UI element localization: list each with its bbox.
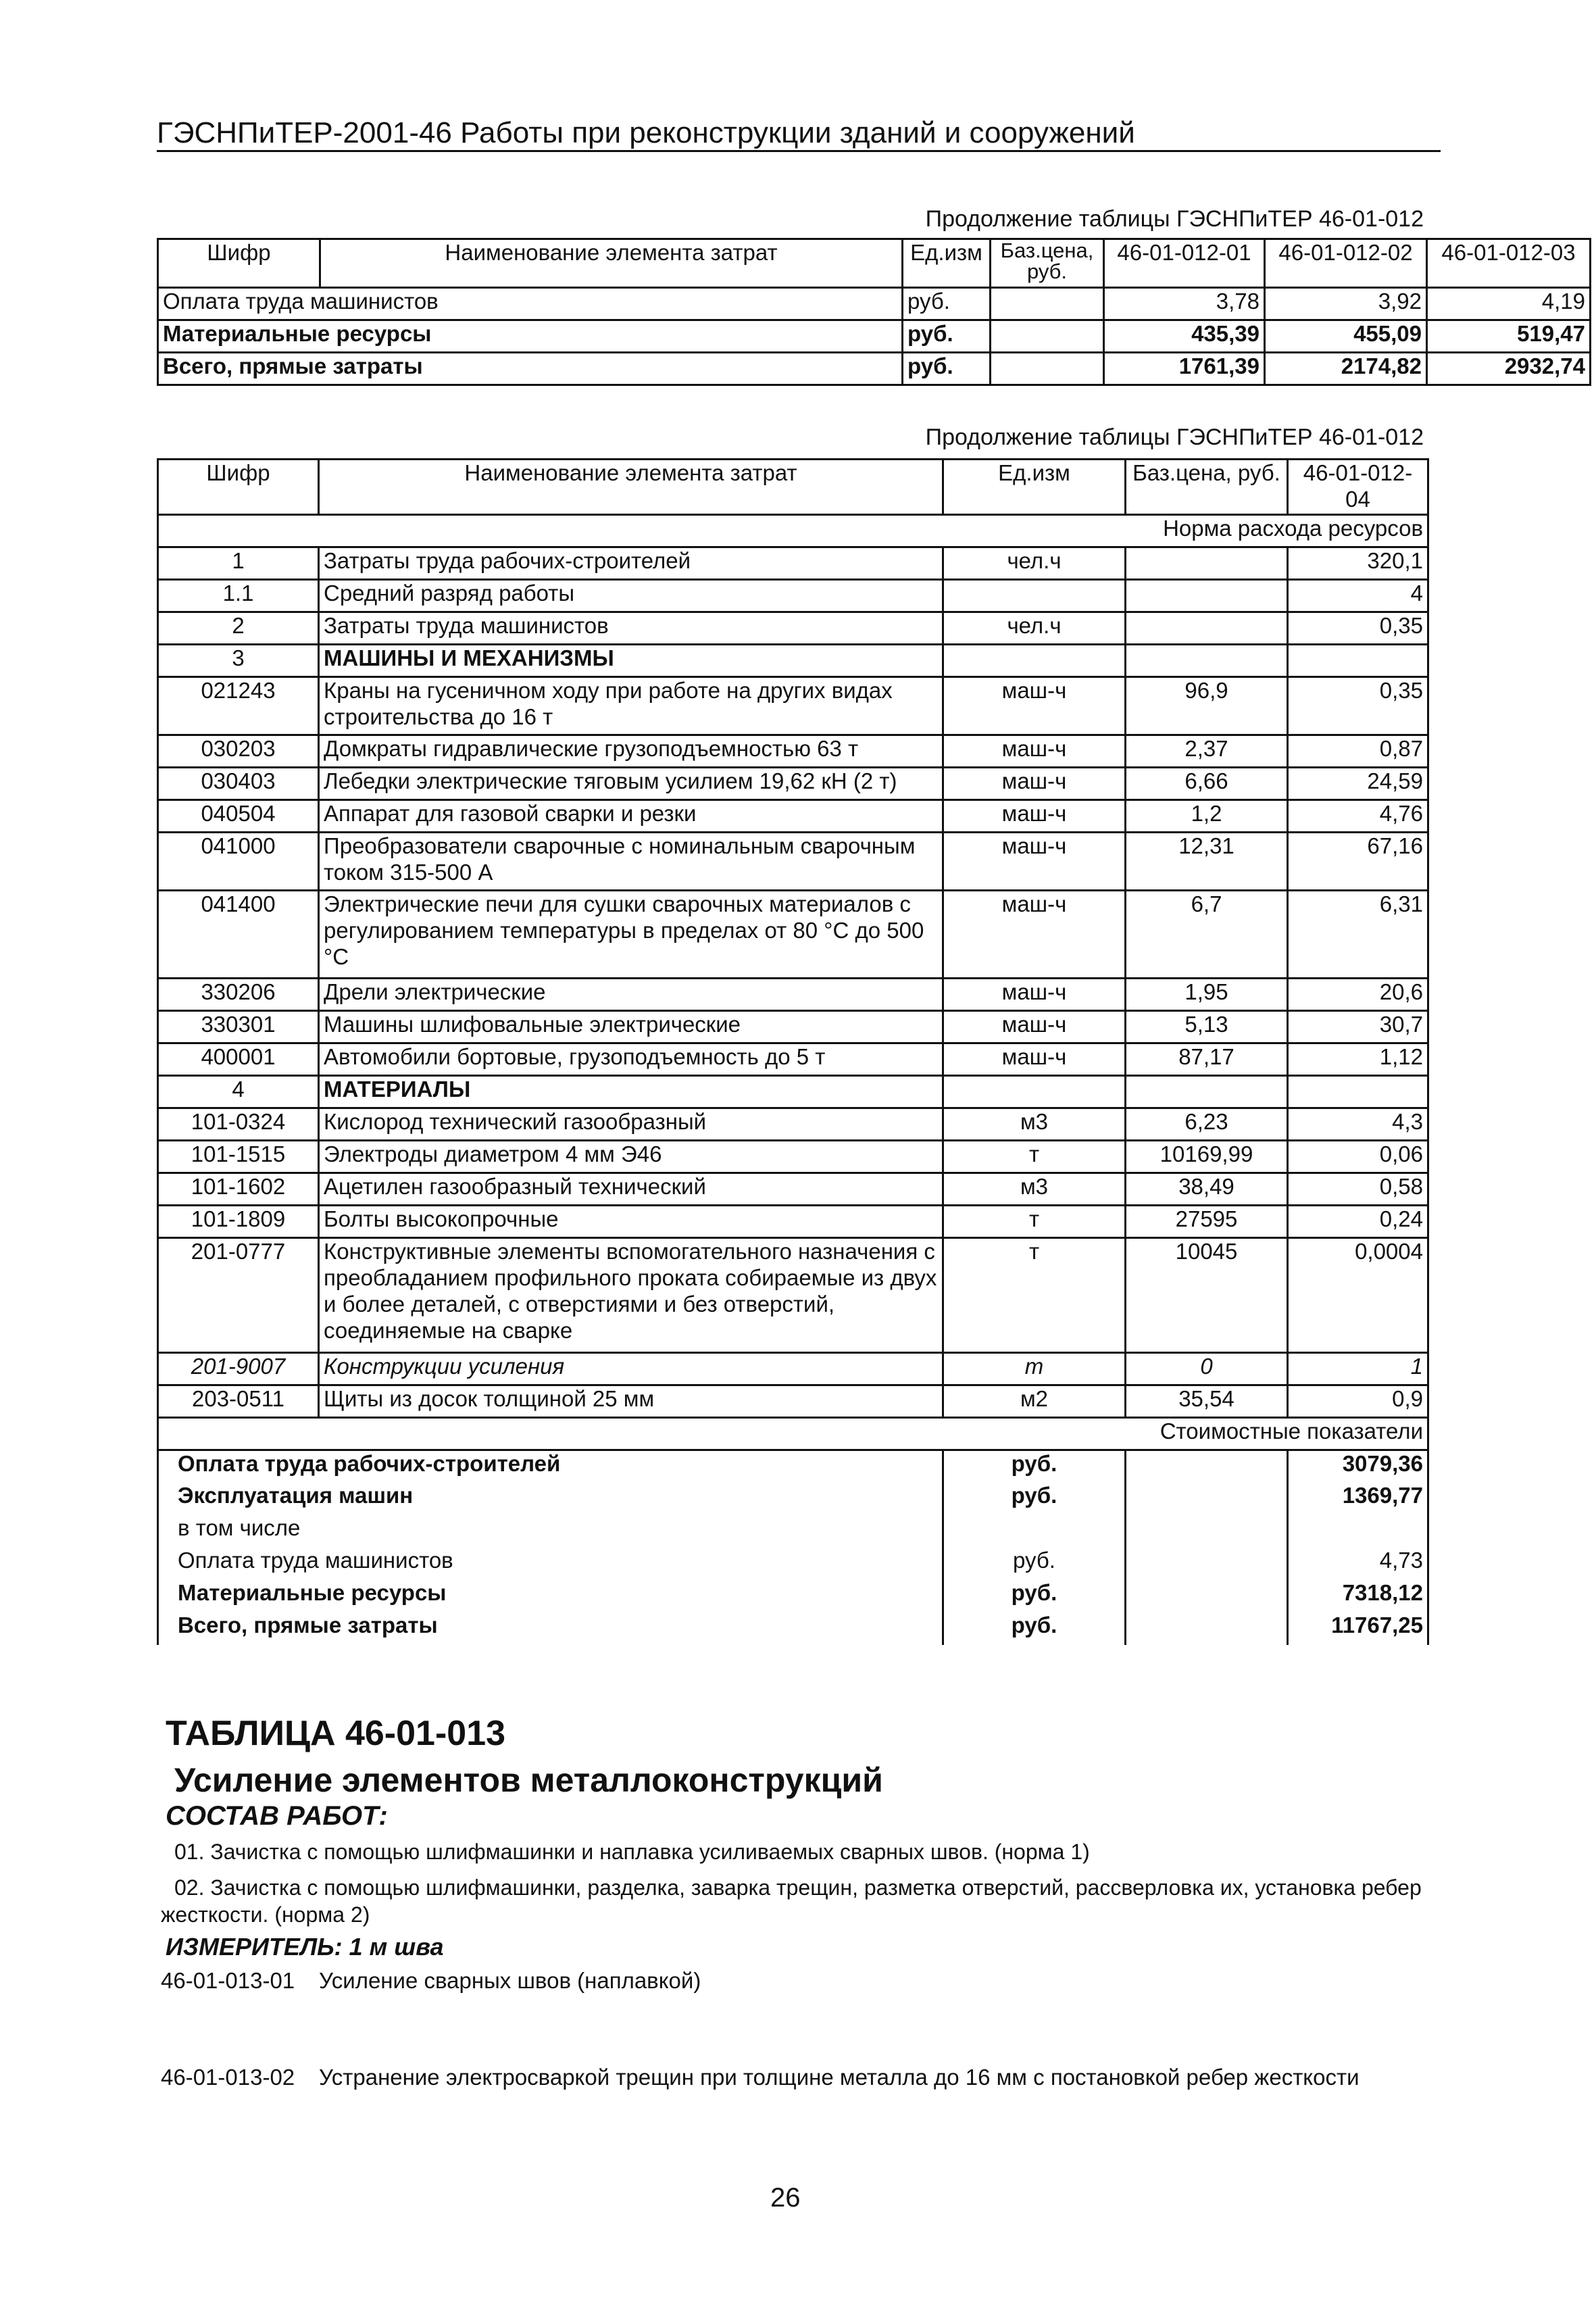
item-code: 46-01-013-01 bbox=[161, 1968, 295, 1993]
row-value: 20,6 bbox=[1288, 979, 1428, 1011]
table-row bbox=[158, 1173, 1428, 1206]
table-row bbox=[158, 735, 1428, 768]
row-value: 0,35 bbox=[1288, 677, 1428, 735]
row-code: 030403 bbox=[158, 768, 319, 800]
work-item-2: 02. Зачистка с помощью шлифмашинки, разделка, заварка трещин, разметка отверстий, рассверловка их, установка ребер bbox=[174, 1875, 1422, 1900]
table-row bbox=[158, 1206, 1428, 1238]
row-price: 5,13 bbox=[1126, 1011, 1288, 1043]
row-value: 0,0004 bbox=[1288, 1238, 1428, 1353]
table-row bbox=[158, 1141, 1428, 1173]
row-price: 1,95 bbox=[1126, 979, 1288, 1011]
work-item-1: 01. Зачистка с помощью шлифмашинки и наплавка усиливаемых сварных швов. (норма 1) bbox=[174, 1840, 1090, 1864]
row-name: Затраты труда машинистов bbox=[319, 612, 943, 645]
cost-empty bbox=[1126, 1613, 1288, 1645]
cost-row bbox=[158, 1613, 1428, 1645]
table-row bbox=[158, 768, 1428, 800]
row-value: 0,24 bbox=[1288, 1206, 1428, 1238]
cost-empty bbox=[1126, 1483, 1288, 1515]
norm-row bbox=[158, 515, 1428, 547]
cost-name: Всего, прямые затраты bbox=[158, 1613, 943, 1645]
table-row bbox=[158, 1108, 1428, 1141]
header-col2: 46-01-012-02 bbox=[1265, 239, 1427, 288]
cost-label-row bbox=[158, 1418, 1428, 1450]
row-code: 101-1809 bbox=[158, 1206, 319, 1238]
row-unit: м2 bbox=[943, 1385, 1126, 1418]
row-name: Краны на гусеничном ходу при работе на других видах строительства до 16 т bbox=[319, 677, 943, 735]
page-number: 26 bbox=[770, 2183, 801, 2213]
cost-row bbox=[158, 1548, 1428, 1580]
row-v1: 1761,39 bbox=[1104, 353, 1265, 385]
row-code: 1.1 bbox=[158, 580, 319, 612]
row-v3: 4,19 bbox=[1427, 288, 1591, 320]
row-name: Электроды диаметром 4 мм Э46 bbox=[319, 1141, 943, 1173]
row-code: 330206 bbox=[158, 979, 319, 1011]
cost-empty bbox=[1126, 1580, 1288, 1613]
row-price: 6,7 bbox=[1126, 891, 1288, 979]
cost-value: 11767,25 bbox=[1288, 1613, 1428, 1645]
header-base-price: Баз.цена, руб. bbox=[991, 239, 1104, 288]
row-unit: маш-ч bbox=[943, 768, 1126, 800]
row-price: 6,23 bbox=[1126, 1108, 1288, 1141]
row-name: Всего, прямые затраты bbox=[158, 353, 903, 385]
row-name: Кислород технический газообразный bbox=[319, 1108, 943, 1141]
row-unit: маш-ч bbox=[943, 800, 1126, 833]
cost-name: Оплата труда рабочих-строителей bbox=[158, 1450, 943, 1483]
header-name: Наименование элемента затрат bbox=[319, 460, 943, 515]
row-value: 0,58 bbox=[1288, 1173, 1428, 1206]
row-code: 101-1515 bbox=[158, 1141, 319, 1173]
resource-rows bbox=[158, 547, 1428, 1418]
table-row bbox=[158, 1353, 1428, 1385]
table-row bbox=[158, 353, 1591, 385]
table-row bbox=[158, 800, 1428, 833]
row-code: 1 bbox=[158, 547, 319, 580]
row-name: Домкраты гидравлические грузоподъемностью 63 т bbox=[319, 735, 943, 768]
table-row bbox=[158, 547, 1428, 580]
row-price bbox=[1126, 645, 1288, 677]
row-name: МАШИНЫ И МЕХАНИЗМЫ bbox=[319, 645, 943, 677]
table-row bbox=[158, 1043, 1428, 1076]
item-name: Устранение электросваркой трещин при толщине металла до 16 мм с постановкой ребер жесткости bbox=[319, 2065, 1360, 2090]
row-price: 38,49 bbox=[1126, 1173, 1288, 1206]
item-code: 46-01-013-02 bbox=[161, 2065, 295, 2090]
row-v1: 3,78 bbox=[1104, 288, 1265, 320]
header-base-price: Баз.цена, руб. bbox=[1126, 460, 1288, 515]
row-name: Автомобили бортовые, грузоподъемность до 5 т bbox=[319, 1043, 943, 1076]
row-name: Преобразователи сварочные с номинальным сварочным током 315-500 А bbox=[319, 833, 943, 891]
row-unit: м3 bbox=[943, 1173, 1126, 1206]
row-code: 040504 bbox=[158, 800, 319, 833]
row-value: 4 bbox=[1288, 580, 1428, 612]
row-price: 87,17 bbox=[1126, 1043, 1288, 1076]
cost-unit: руб. bbox=[943, 1483, 1126, 1515]
cost-value: 3079,36 bbox=[1288, 1450, 1428, 1483]
row-value: 30,7 bbox=[1288, 1011, 1428, 1043]
table-row bbox=[158, 891, 1428, 979]
row-value: 0,87 bbox=[1288, 735, 1428, 768]
cost-name: Эксплуатация машин bbox=[158, 1483, 943, 1515]
row-name: Оплата труда машинистов bbox=[158, 288, 903, 320]
row-v2: 3,92 bbox=[1265, 288, 1427, 320]
table-row bbox=[158, 677, 1428, 735]
works-label: СОСТАВ РАБОТ: bbox=[166, 1801, 388, 1831]
row-value: 1,12 bbox=[1288, 1043, 1428, 1076]
page-header: ГЭСНПиТЕР-2001-46 Работы при реконструкции зданий и сооружений bbox=[157, 116, 1135, 149]
row-v1: 435,39 bbox=[1104, 320, 1265, 353]
cost-unit: руб. bbox=[943, 1580, 1126, 1613]
cost-name: Оплата труда машинистов bbox=[158, 1548, 943, 1580]
header-cipher: Шифр bbox=[158, 239, 320, 288]
table-row bbox=[158, 1076, 1428, 1108]
row-name: Средний разряд работы bbox=[319, 580, 943, 612]
row-v2: 455,09 bbox=[1265, 320, 1427, 353]
row-value: 4,3 bbox=[1288, 1108, 1428, 1141]
row-price: 12,31 bbox=[1126, 833, 1288, 891]
table1 bbox=[157, 238, 1591, 386]
row-v3: 519,47 bbox=[1427, 320, 1591, 353]
cost-value: 4,73 bbox=[1288, 1548, 1428, 1580]
row-price bbox=[1126, 580, 1288, 612]
row-code: 041000 bbox=[158, 833, 319, 891]
header-cipher: Шифр bbox=[158, 460, 319, 515]
row-value: 0,9 bbox=[1288, 1385, 1428, 1418]
row-name: Ацетилен газообразный технический bbox=[319, 1173, 943, 1206]
row-unit: маш-ч bbox=[943, 891, 1126, 979]
row-price: 10169,99 bbox=[1126, 1141, 1288, 1173]
cost-value bbox=[1288, 1515, 1428, 1548]
row-unit: маш-ч bbox=[943, 677, 1126, 735]
row-price: 2,37 bbox=[1126, 735, 1288, 768]
row-unit: маш-ч bbox=[943, 1043, 1126, 1076]
row-name: МАТЕРИАЛЫ bbox=[319, 1076, 943, 1108]
row-code: 400001 bbox=[158, 1043, 319, 1076]
row-name: Конструктивные элементы вспомогательного назначения с преобладанием профильного проката собираемые из двух и более деталей, с отверстиями и без отверстий, соединяемые на сварке bbox=[319, 1238, 943, 1353]
row-price: 0 bbox=[1126, 1353, 1288, 1385]
row-name: Лебедки электрические тяговым усилием 19,62 кН (2 т) bbox=[319, 768, 943, 800]
cost-row bbox=[158, 1483, 1428, 1515]
table1-continuation: Продолжение таблицы ГЭСНПиТЕР 46-01-012 bbox=[925, 206, 1424, 232]
table2-continuation: Продолжение таблицы ГЭСНПиТЕР 46-01-012 bbox=[925, 424, 1424, 450]
row-value: 1 bbox=[1288, 1353, 1428, 1385]
row-name: Электрические печи для сушки сварочных материалов с регулированием температуры в пределах от 80 °С до 500 °С bbox=[319, 891, 943, 979]
cost-name: в том числе bbox=[158, 1515, 943, 1548]
cost-empty bbox=[1126, 1548, 1288, 1580]
row-code: 101-1602 bbox=[158, 1173, 319, 1206]
norm-label: Норма расхода ресурсов bbox=[158, 515, 1428, 547]
row-unit: чел.ч bbox=[943, 547, 1126, 580]
cost-unit: руб. bbox=[943, 1613, 1126, 1645]
row-name: Машины шлифовальные электрические bbox=[319, 1011, 943, 1043]
cost-value: 1369,77 bbox=[1288, 1483, 1428, 1515]
row-unit: маш-ч bbox=[943, 833, 1126, 891]
row-base-price bbox=[991, 353, 1104, 385]
row-unit: маш-ч bbox=[943, 735, 1126, 768]
row-unit: м3 bbox=[943, 1108, 1126, 1141]
row-unit: т bbox=[943, 1206, 1126, 1238]
header-col3: 46-01-012-03 bbox=[1427, 239, 1591, 288]
cost-rows bbox=[158, 1450, 1428, 1645]
row-unit bbox=[943, 645, 1126, 677]
row-unit: т bbox=[943, 1238, 1126, 1353]
row-base-price bbox=[991, 320, 1104, 353]
table-row bbox=[158, 612, 1428, 645]
row-code: 330301 bbox=[158, 1011, 319, 1043]
row-price bbox=[1126, 612, 1288, 645]
row-price: 35,54 bbox=[1126, 1385, 1288, 1418]
cost-value: 7318,12 bbox=[1288, 1580, 1428, 1613]
row-code: 203-0511 bbox=[158, 1385, 319, 1418]
row-code: 021243 bbox=[158, 677, 319, 735]
header-name: Наименование элемента затрат bbox=[320, 239, 903, 288]
row-code: 3 bbox=[158, 645, 319, 677]
row-name: Аппарат для газовой сварки и резки bbox=[319, 800, 943, 833]
row-unit bbox=[943, 1076, 1126, 1108]
row-value: 4,76 bbox=[1288, 800, 1428, 833]
table-row bbox=[158, 320, 1591, 353]
table-row bbox=[158, 833, 1428, 891]
row-code: 101-0324 bbox=[158, 1108, 319, 1141]
row-value: 0,06 bbox=[1288, 1141, 1428, 1173]
table-row bbox=[158, 1238, 1428, 1353]
row-value: 0,35 bbox=[1288, 612, 1428, 645]
table2-header-row bbox=[158, 460, 1428, 515]
row-price: 1,2 bbox=[1126, 800, 1288, 833]
cost-name: Материальные ресурсы bbox=[158, 1580, 943, 1613]
row-price: 6,66 bbox=[1126, 768, 1288, 800]
row-price: 10045 bbox=[1126, 1238, 1288, 1353]
row-code: 4 bbox=[158, 1076, 319, 1108]
row-price bbox=[1126, 547, 1288, 580]
row-name: Конструкции усиления bbox=[319, 1353, 943, 1385]
row-unit bbox=[943, 580, 1126, 612]
cost-unit: руб. bbox=[943, 1548, 1126, 1580]
row-unit: т bbox=[943, 1353, 1126, 1385]
measure-unit: ИЗМЕРИТЕЛЬ: 1 м шва bbox=[166, 1933, 444, 1961]
row-value bbox=[1288, 1076, 1428, 1108]
row-value: 320,1 bbox=[1288, 547, 1428, 580]
row-value: 67,16 bbox=[1288, 833, 1428, 891]
row-unit: руб. bbox=[903, 353, 991, 385]
row-name: Болты высокопрочные bbox=[319, 1206, 943, 1238]
row-unit: чел.ч bbox=[943, 612, 1126, 645]
row-code: 201-0777 bbox=[158, 1238, 319, 1353]
table-row bbox=[158, 580, 1428, 612]
table-row bbox=[158, 645, 1428, 677]
cost-row bbox=[158, 1515, 1428, 1548]
cost-label: Стоимостные показатели bbox=[158, 1418, 1428, 1450]
row-price: 96,9 bbox=[1126, 677, 1288, 735]
row-value bbox=[1288, 645, 1428, 677]
header-unit: Ед.изм bbox=[903, 239, 991, 288]
section-subtitle: Усиление элементов металлоконструкций bbox=[174, 1761, 883, 1799]
row-price: 27595 bbox=[1126, 1206, 1288, 1238]
row-v2: 2174,82 bbox=[1265, 353, 1427, 385]
table-row bbox=[158, 1011, 1428, 1043]
row-unit: маш-ч bbox=[943, 979, 1126, 1011]
row-price bbox=[1126, 1076, 1288, 1108]
cost-empty bbox=[1126, 1450, 1288, 1483]
cost-unit: руб. bbox=[943, 1450, 1126, 1483]
table1-header-row bbox=[158, 239, 1591, 288]
header-divider bbox=[157, 150, 1441, 152]
row-name: Дрели электрические bbox=[319, 979, 943, 1011]
table-row bbox=[158, 1385, 1428, 1418]
item-name: Усиление сварных швов (наплавкой) bbox=[319, 1968, 701, 1993]
cost-row bbox=[158, 1450, 1428, 1483]
table-row bbox=[158, 979, 1428, 1011]
row-code: 201-9007 bbox=[158, 1353, 319, 1385]
table-title: ТАБЛИЦА 46-01-013 bbox=[166, 1714, 506, 1753]
row-name: Материальные ресурсы bbox=[158, 320, 903, 353]
row-unit: руб. bbox=[903, 288, 991, 320]
cost-row bbox=[158, 1580, 1428, 1613]
cost-empty bbox=[1126, 1515, 1288, 1548]
row-unit: руб. bbox=[903, 320, 991, 353]
row-name: Щиты из досок толщиной 25 мм bbox=[319, 1385, 943, 1418]
header-col: 46-01-012-04 bbox=[1288, 460, 1428, 515]
row-code: 030203 bbox=[158, 735, 319, 768]
row-base-price bbox=[991, 288, 1104, 320]
row-value: 24,59 bbox=[1288, 768, 1428, 800]
cost-unit bbox=[943, 1515, 1126, 1548]
row-code: 2 bbox=[158, 612, 319, 645]
row-unit: маш-ч bbox=[943, 1011, 1126, 1043]
row-name: Затраты труда рабочих-строителей bbox=[319, 547, 943, 580]
table2 bbox=[157, 458, 1429, 1645]
table-row bbox=[158, 288, 1591, 320]
row-v3: 2932,74 bbox=[1427, 353, 1591, 385]
header-col1: 46-01-012-01 bbox=[1104, 239, 1265, 288]
work-item-2-cont: жесткости. (норма 2) bbox=[161, 1902, 370, 1927]
row-code: 041400 bbox=[158, 891, 319, 979]
row-unit: т bbox=[943, 1141, 1126, 1173]
header-unit: Ед.изм bbox=[943, 460, 1126, 515]
row-value: 6,31 bbox=[1288, 891, 1428, 979]
